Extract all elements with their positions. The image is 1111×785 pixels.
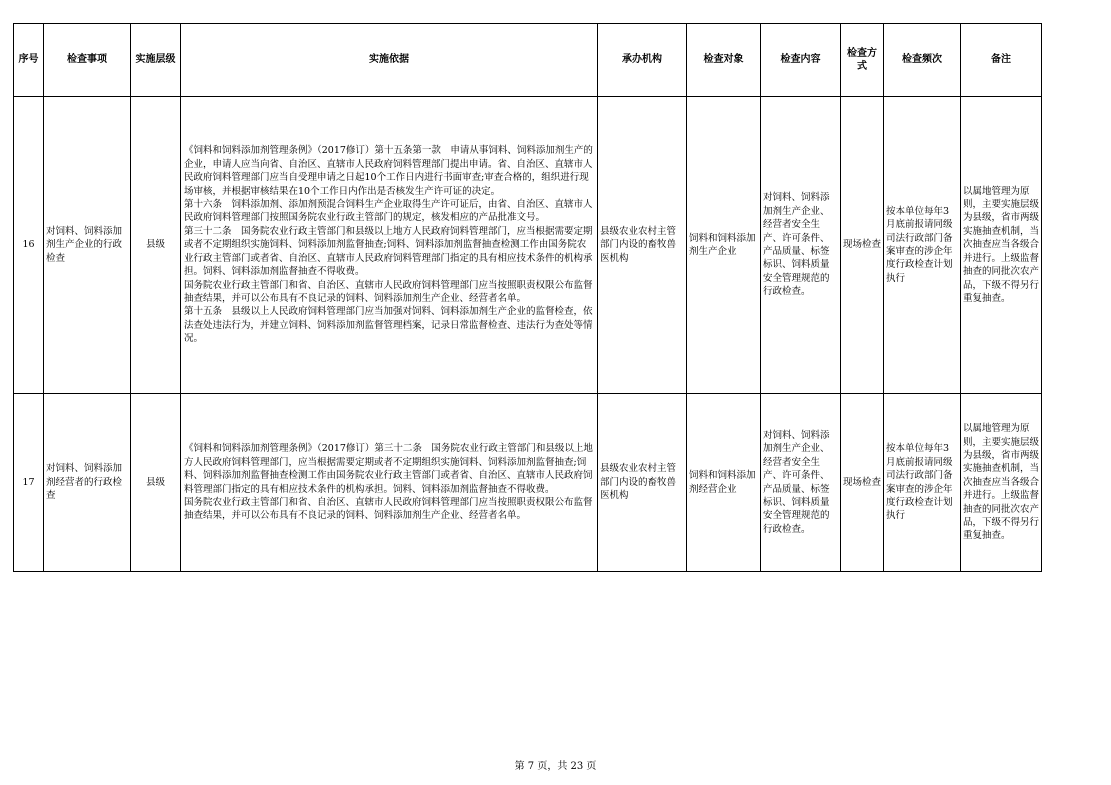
header-content: 检查内容	[761, 24, 841, 97]
header-agency: 承办机构	[598, 24, 687, 97]
row-remarks: 以属地管理为原则，主要实施层级为县级，省市两级实施抽查机制，当次抽查应当各级合并进行。上级监督抽查的同批次农产品，下级不得另行重复抽查。	[961, 394, 1042, 572]
basis-paragraph: 第十五条 县级以上人民政府饲料管理部门应当加强对饲料、饲料添加剂生产企业的监督检查，依法查处违法行为，并建立饲料、饲料添加剂监督管理档案，记录日常监督检查、违法行为查处等情况。	[184, 306, 593, 345]
header-remarks: 备注	[961, 24, 1042, 97]
row-no: 17	[14, 394, 44, 572]
basis-paragraph: 《饲料和饲料添加剂管理条例》（2017修订）第十五条第一款 申请从事饲料、饲料添加剂生产的企业，申请人应当向省、自治区、直辖市人民政府饲料管理部门提出申请。省、自治区、直辖市人民政府饲料管理部门应当自受理申请之日起10个工作日内进行书面审查;审查合格的，组织进行现场审核，并根据审核结果在10个工作日内作出是否核发生产许可证的决定。	[184, 145, 593, 197]
row-remarks: 以属地管理为原则，主要实施层级为县级，省市两级实施抽查机制，当次抽查应当各级合并进行。上级监督抽查的同批次农产品，下级不得另行重复抽查。	[961, 97, 1042, 394]
row-agency: 县级农业农村主管部门内设的畜牧兽医机构	[598, 394, 687, 572]
row-method: 现场检查	[841, 97, 884, 394]
header-level: 实施层级	[131, 24, 181, 97]
header-basis: 实施依据	[181, 24, 598, 97]
row-frequency: 按本单位每年3月底前报请同级司法行政部门备案审查的涉企年度行政检查计划执行	[884, 394, 961, 572]
row-item: 对饲料、饲料添加剂经营者的行政检查	[44, 394, 131, 572]
row-item: 对饲料、饲料添加剂生产企业的行政检查	[44, 97, 131, 394]
row-target: 饲料和饲料添加剂生产企业	[687, 97, 761, 394]
basis-paragraph: 第三十二条 国务院农业行政主管部门和县级以上地方人民政府饲料管理部门，应当根据需要定期或者不定期组织实施饲料、饲料添加剂监督抽查;饲料、饲料添加剂监督抽查检测工作由国务院农业行政主管部门或者省、自治区、直辖市人民政府饲料管理部门指定的具有相应技术条件的机构承担。饲料、饲料添加剂监督抽查不得收费。	[184, 225, 593, 278]
row-frequency: 按本单位每年3月底前报请同级司法行政部门备案审查的涉企年度行政检查计划执行	[884, 97, 961, 394]
row-content: 对饲料、饲料添加剂生产企业、经营者安全生产、许可条件、产品质量、标签标识、饲料质量安全管理规范的行政检查。	[761, 394, 841, 572]
table-row	[14, 97, 1042, 394]
row-level: 县级	[131, 394, 181, 572]
row-no: 16	[14, 97, 44, 394]
inspection-table	[13, 23, 1042, 572]
basis-paragraph: 国务院农业行政主管部门和省、自治区、直辖市人民政府饲料管理部门应当按照职责权限公布监督抽查结果，并可以公布具有不良记录的饲料、饲料添加剂生产企业、经营者名单。	[184, 496, 593, 522]
header-item: 检查事项	[44, 24, 131, 97]
basis-paragraph: 《饲料和饲料添加剂管理条例》（2017修订）第三十二条 国务院农业行政主管部门和县级以上地方人民政府饲料管理部门，应当根据需要定期或者不定期组织实施饲料、饲料添加剂监督抽查;饲料、饲料添加剂监督抽查检测工作由国务院农业行政主管部门或者省、自治区、直辖市人民政府饲料管理部门指定的具有相应技术条件的机构承担。饲料、饲料添加剂监督抽查不得收费。	[184, 443, 593, 495]
row-level: 县级	[131, 97, 181, 394]
header-frequency: 检查频次	[884, 24, 961, 97]
header-method: 检查方式	[841, 24, 884, 97]
table-row	[14, 394, 1042, 572]
row-agency: 县级农业农村主管部门内设的畜牧兽医机构	[598, 97, 687, 394]
basis-paragraph: 第十六条 饲料添加剂、添加剂预混合饲料生产企业取得生产许可证后，由省、自治区、直辖市人民政府饲料管理部门按照国务院农业行政主管部门的规定，核发相应的产品批准文号。	[184, 199, 593, 224]
row-basis	[181, 97, 598, 394]
row-target: 饲料和饲料添加剂经营企业	[687, 394, 761, 572]
table-header-row	[14, 24, 1042, 97]
row-content: 对饲料、饲料添加剂生产企业、经营者安全生产、许可条件、产品质量、标签标识、饲料质量安全管理规范的行政检查。	[761, 97, 841, 394]
header-no: 序号	[14, 24, 44, 97]
page-footer: 第 7 页，共 23 页	[514, 761, 597, 772]
row-method: 现场检查	[841, 394, 884, 572]
header-target: 检查对象	[687, 24, 761, 97]
basis-paragraph: 国务院农业行政主管部门和省、自治区、直辖市人民政府饲料管理部门应当按照职责权限公布监督抽查结果，并可以公布具有不良记录的饲料、饲料添加剂生产企业、经营者名单。	[184, 279, 593, 304]
row-basis	[181, 394, 598, 572]
